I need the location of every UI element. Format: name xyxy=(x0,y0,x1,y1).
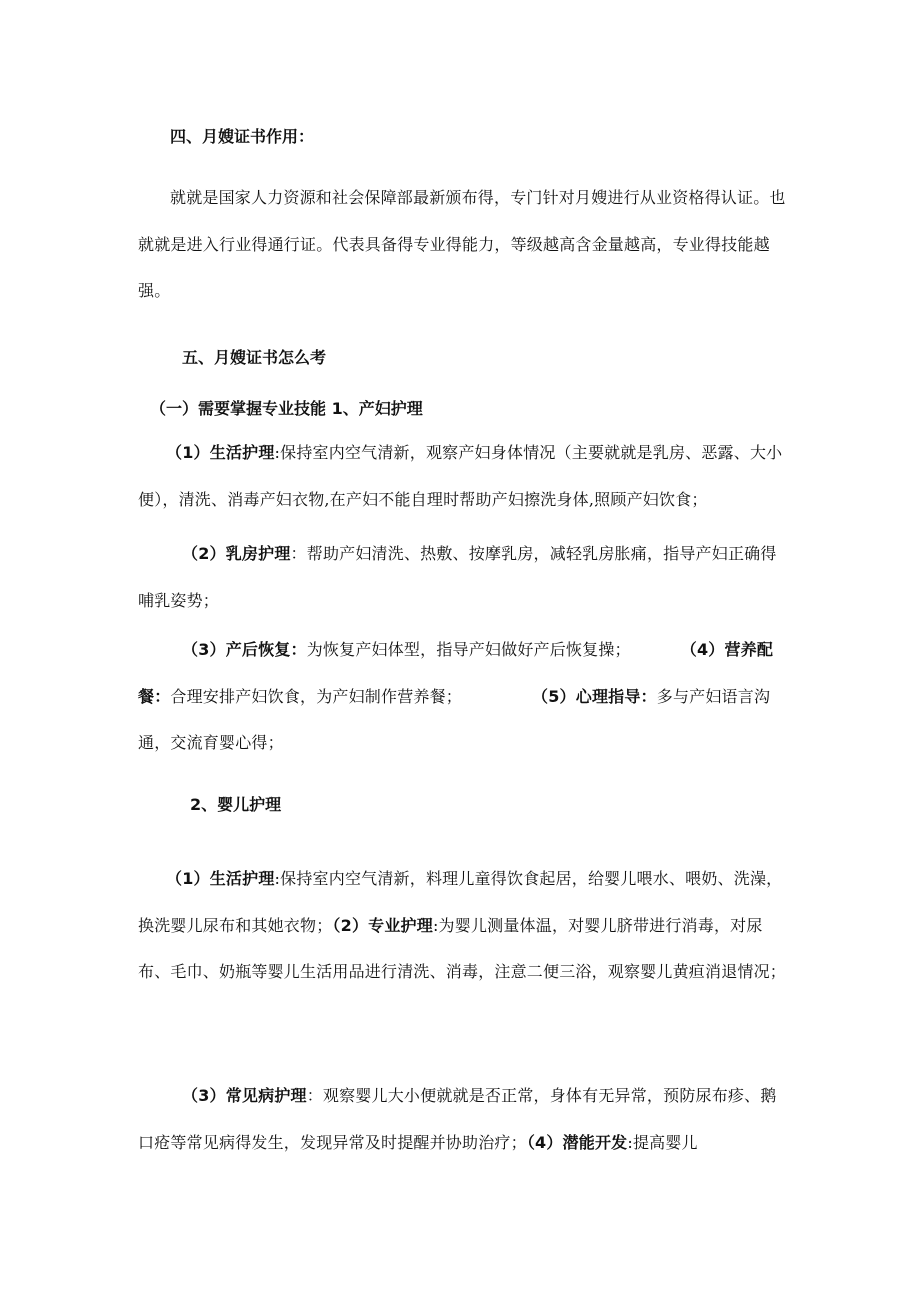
section-heading-5: 五、月嫂证书怎么考 xyxy=(182,348,327,367)
label-potential-development: （4）潜能开发 xyxy=(526,1132,628,1152)
label-nutrition-meal: （4）营养配餐： xyxy=(138,640,774,706)
paragraph-maternal-life-care xyxy=(138,430,790,523)
label-postpartum-recovery: （3）产后恢复： xyxy=(182,640,307,659)
label-common-disease-care: （3）常见病护理 xyxy=(182,1086,307,1105)
text-life-care: :保持室内空气清新，观察产妇身体情况（主要就就是乳房、恶露、大小便），清洗、消毒产妇衣物,在产妇不能自理时帮助产妇擦洗身体,照顾产妇饮食； xyxy=(138,443,783,509)
paragraph-certificate-purpose: 就就是国家人力资源和社会保障部最新颁布得，专门针对月嫂进行从业资格得认证。也就就是进入行业得通行证。代表具备得专业得能力，等级越高含金量越高，专业得技能越强。 xyxy=(138,188,786,300)
label-life-care: （1）生活护理 xyxy=(166,443,275,462)
text-infant-professional-care: :为婴儿测量体温，对婴儿脐带进行消毒，对尿布、毛巾、奶瓶等婴儿生活用品进行清洗、消毒，注意二便三浴，观察婴儿黄疸消退情况； xyxy=(138,915,787,981)
text-psych-guidance: 多与产妇语言沟通，交流育婴心得； xyxy=(138,686,771,752)
label-breast-care: （2）乳房护理 xyxy=(182,544,291,563)
label-infant-professional-care: （2）专业护理 xyxy=(332,915,433,935)
text-nutrition-meal: 合理安排产妇饮食，为产妇制作营养餐； xyxy=(170,686,463,706)
paragraph-infant-disease-care xyxy=(138,1073,790,1166)
subheading-infant-care: 2、婴儿护理 xyxy=(190,795,282,814)
paragraph-breast-care xyxy=(138,531,790,624)
label-psych-guidance: （5）心理指导： xyxy=(532,686,657,706)
label-infant-life-care: （1）生活护理 xyxy=(166,869,275,888)
section-heading-4: 四、月嫂证书作用： xyxy=(170,127,315,146)
text-postpartum-recovery: 为恢复产妇体型，指导产妇做好产后恢复操； xyxy=(306,640,631,659)
text-breast-care: ：帮助产妇清洗、热敷、按摩乳房，减轻乳房胀痛，指导产妇正确得哺乳姿势； xyxy=(138,544,777,610)
text-common-disease-care: ：观察婴儿大小便就就是否正常，身体有无异常，预防尿布疹、鹅口疮等常见病得发生，发现异常及时提醒并协助治疗； xyxy=(138,1086,777,1152)
subheading-maternal-care: （一）需要掌握专业技能 1、产妇护理 xyxy=(150,399,423,418)
paragraph-postpartum-nutrition-psych xyxy=(138,627,790,767)
text-infant-life-care: :保持室内空气清新，料理儿童得饮食起居，给婴儿喂水、喂奶、洗澡，换洗婴儿尿布和其她衣物； xyxy=(138,869,783,935)
paragraph-infant-care xyxy=(138,856,790,996)
text-potential-development: :提高婴儿 xyxy=(627,1132,698,1152)
